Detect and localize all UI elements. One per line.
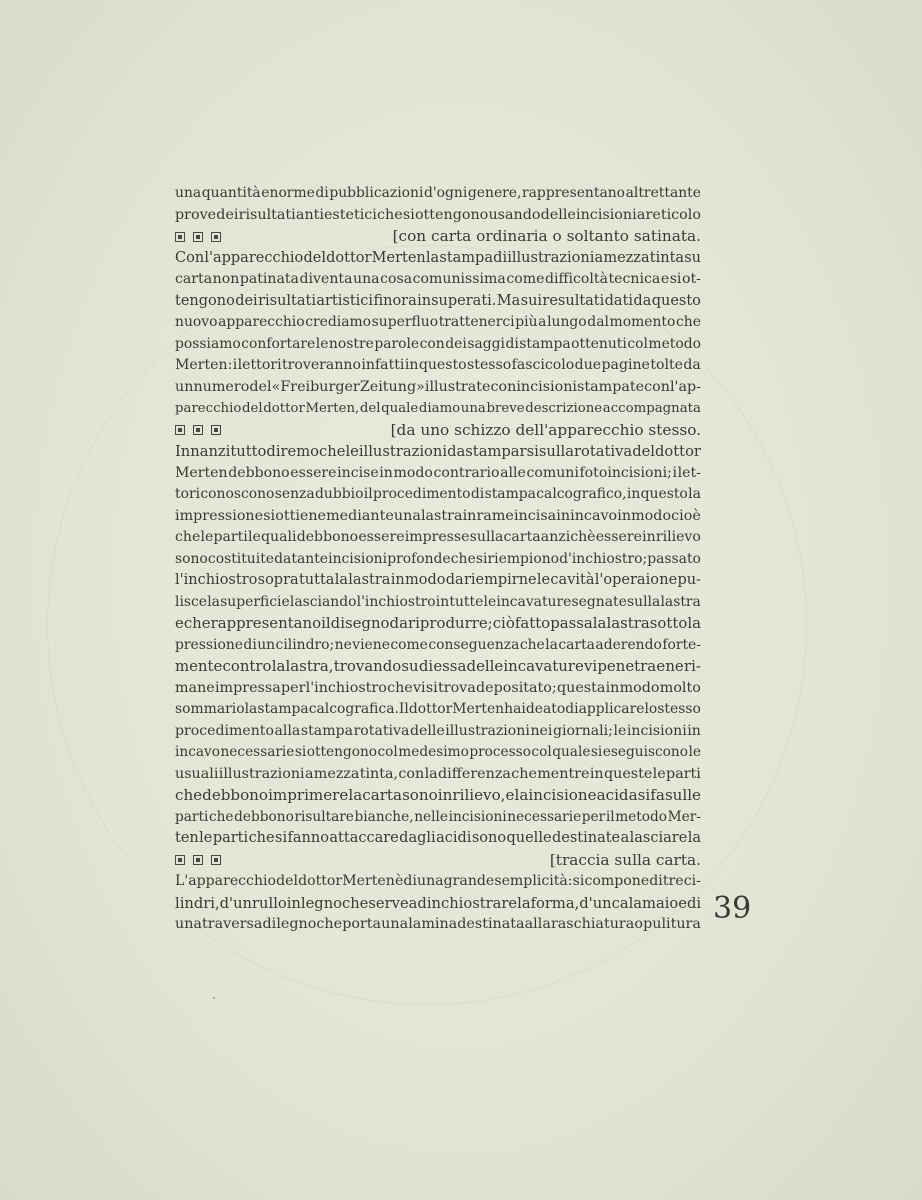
ornament-group xyxy=(175,850,439,872)
text-line: tori conoscono senza dubbio il procedimento di stampa calcografico, in questo la xyxy=(175,486,701,502)
text-line: sono costituite da tante incisioni profonde che si riempiono d'inchiostro; passato xyxy=(175,550,701,567)
ornament-square-icon xyxy=(193,855,203,865)
text-line: tengono dei risultati artistici finora insuperati. Ma sui resultati dati da questo xyxy=(175,292,701,309)
text-line: mane impressa per l'inchiostro che vi si trova depositato; questa in modo molto xyxy=(175,679,701,696)
text-line: L'apparecchio del dottor Merten è di una grande semplicità: si compone di tre ci- xyxy=(175,873,701,889)
ornament-square-icon xyxy=(175,425,185,435)
text-line: impressione si ottiene mediante una lastra in rame incisa in incavo in modo cioè xyxy=(175,507,701,524)
text-line: possiamo confortare le nostre parole con dei saggi di stampa ottenuti col metodo xyxy=(175,335,701,352)
ornament-line: [traccia sulla carta. xyxy=(175,850,701,872)
text-line: parti che debbono risultare bianche, nelle incisioni necessarie per il metodo Mer- xyxy=(175,808,701,825)
text-line: una quantità enorme di pubblicazioni d'ogni genere, rappresentano altrettante xyxy=(175,185,701,201)
text-line: Merten: i lettori troveranno infatti in questo stesso fascicolo due pagine tolte da xyxy=(175,357,701,373)
text-line: procedimento alla stampa rotativa delle illustrazioni nei giornali; le incisioni in xyxy=(175,722,701,739)
ornament-line: [con carta ordinaria o soltanto satinata. xyxy=(175,226,701,248)
ornament-square-icon xyxy=(175,855,185,865)
ornament-square-icon xyxy=(193,232,203,242)
ornament-group xyxy=(175,420,391,442)
text-line: che le parti le quali debbono essere impresse sulla carta anzichè essere in rilievo xyxy=(175,529,701,545)
text-line: lindri, d'un rullo in legno che serve ad inchiostrare la forma, d'un calamaio e di xyxy=(175,894,702,912)
text-line: parecchio del dottor Merten, del quale diamo una breve descrizione accompagnata xyxy=(175,401,701,416)
ornament-square-icon xyxy=(211,232,221,242)
paper-speck xyxy=(213,997,215,999)
text-line: un numero del «Freiburger Zeitung» illustrate con incisioni stampate con l'ap- xyxy=(175,378,701,395)
text-line: nuovo apparecchio crediamo superfluo trattenerci più a lungo dal momento che xyxy=(175,314,701,330)
text-line: l'inchiostro sopra tutta la lastra in modo da riempirne le cavità l'operaio ne pu- xyxy=(175,572,701,588)
ornament-square-icon xyxy=(175,232,185,242)
text-line: Innanzi tutto diremo che le illustrazioni da stamparsi sulla rotativa del dottor xyxy=(175,443,701,460)
ornament-square-icon xyxy=(211,855,221,865)
text-line: carta non patinata diventa una cosa comunissima come difficoltà tecnica e si ot- xyxy=(175,271,701,287)
text-line: Merten debbono essere incise in modo contrario alle comuni fotoincisioni; i let- xyxy=(175,464,701,481)
text-line: sommario la stampa calcografica. Il dottor Merten ha ideato di applicare lo stesso xyxy=(175,701,701,717)
ornament-square-icon xyxy=(193,425,203,435)
text-line: e che rappresentano il disegno da riprodurre; ciò fatto passa la lastra sotto la xyxy=(175,614,701,632)
ornament-group xyxy=(175,226,393,248)
text-line: incavo necessarie si ottengono col medesimo processo col quale si eseguiscono le xyxy=(175,744,701,760)
ornament-square-icon xyxy=(211,425,221,435)
text-line: mente contro la lastra, trovando su di essa delle incavature vi penetra e ne ri- xyxy=(175,657,701,675)
body-text xyxy=(175,183,701,936)
text-line: usuali illustrazioni a mezza tinta, con la differenza che mentre in queste le parti xyxy=(175,765,701,782)
text-line: prove dei risultati antiestetici che si ottengono usando delle incisioni a reticolo xyxy=(175,206,701,223)
text-line: che debbono imprimere la carta sono in rilievo, e la incisione acida si fa sulle xyxy=(175,786,701,804)
text-line: Con l'apparecchio del dottor Merten la stampa di illustrazioni a mezza tinta su xyxy=(175,249,701,266)
text-line: una traversa di legno che porta una lamina destinata alla raschiatura o pulitura xyxy=(175,916,701,932)
ornament-line: [da uno schizzo dell'apparecchio stesso. xyxy=(175,420,701,442)
text-line: pressione di un cilindro; ne viene come conseguenza che la carta aderendo forte- xyxy=(175,636,701,653)
page-number: 39 xyxy=(713,891,752,926)
text-line: lisce la superficie lasciando l'inchiostro in tutte le incavature segnate sulla lastra xyxy=(175,593,701,610)
text-line: ten le parti che si fanno attaccare dagli acidi sono quelle destinate a lasciare la xyxy=(175,830,701,846)
